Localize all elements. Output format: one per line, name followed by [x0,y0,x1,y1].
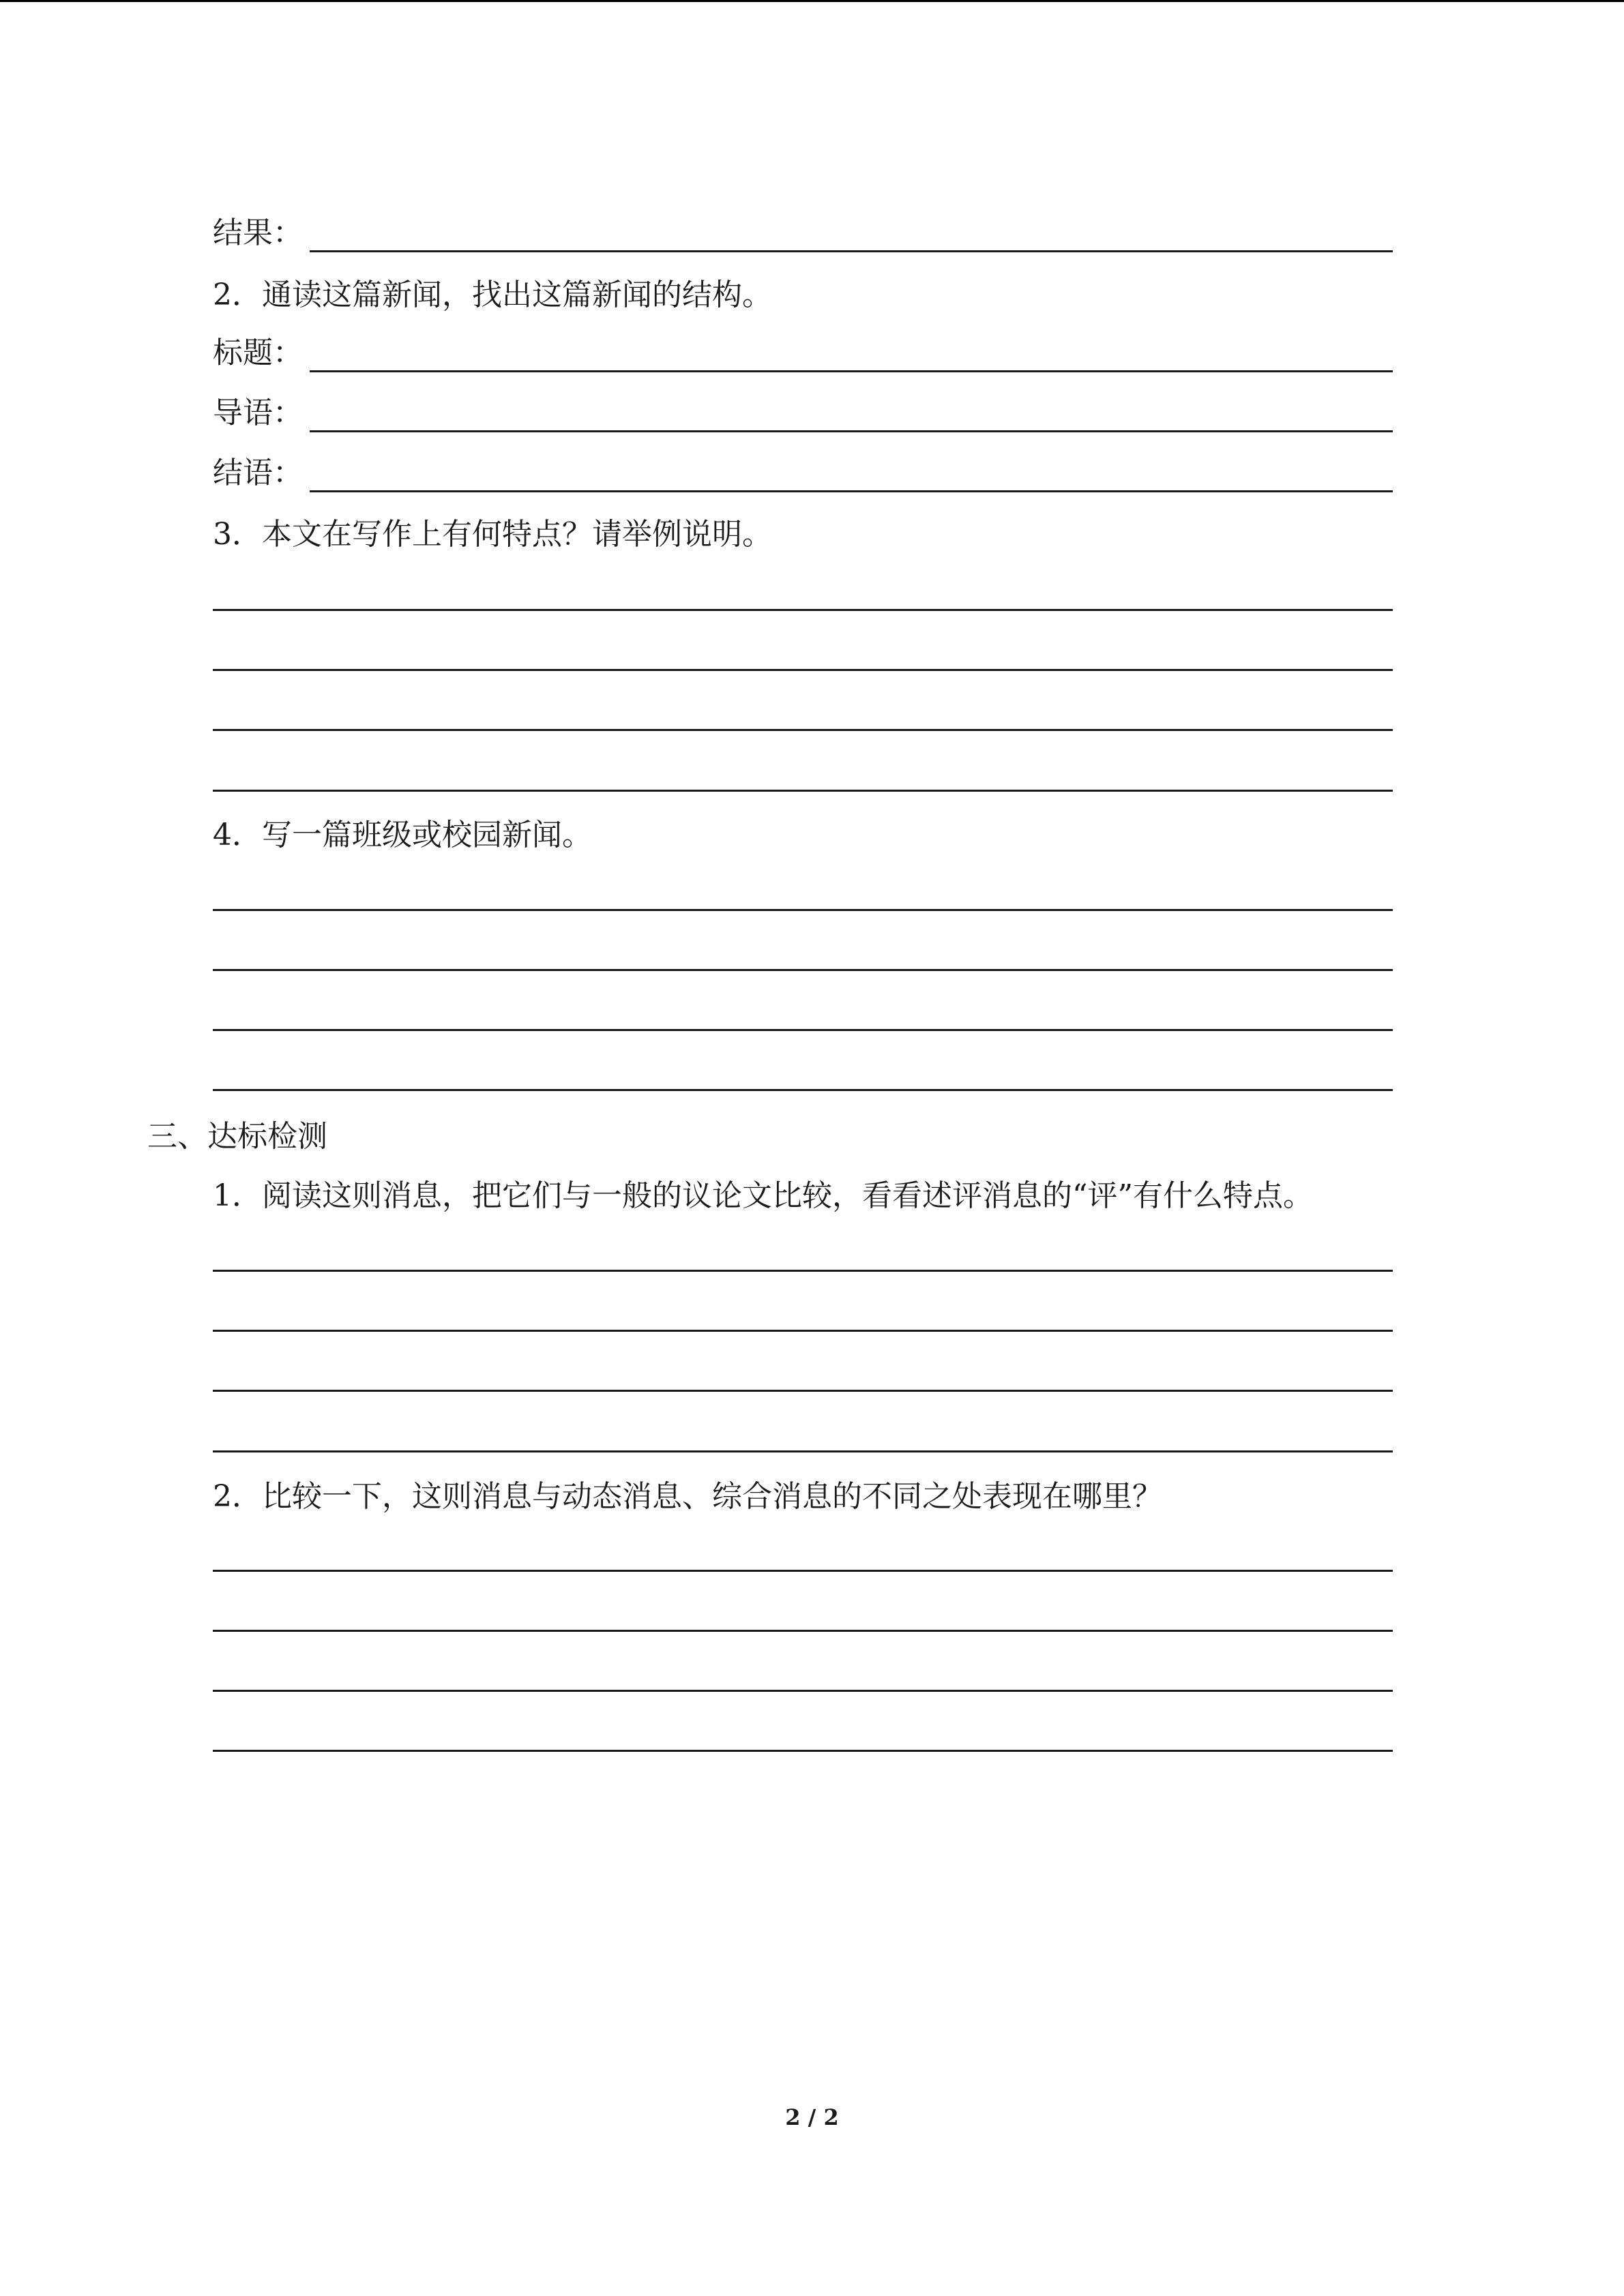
conclusion-row [213,451,1393,492]
lead-label: 导语： [213,396,303,430]
conclusion-answer-line[interactable] [310,490,1393,492]
lead-row [213,391,1393,432]
title-row [213,331,1393,372]
answer-line[interactable] [213,609,1393,611]
answer-line[interactable] [213,1690,1393,1692]
answer-line[interactable] [213,1089,1393,1091]
title-answer-line[interactable] [310,370,1393,372]
result-answer-line[interactable] [310,250,1393,252]
question-2-structure: 2．通读这篇新闻，找出这篇新闻的结构。 [213,278,772,312]
answer-line[interactable] [213,1390,1393,1392]
result-label: 结果： [213,215,303,250]
question-3-features: 3．本文在写作上有何特点？请举例说明。 [213,517,772,552]
answer-line[interactable] [213,669,1393,671]
section-3-question-2: 2．比较一下，这则消息与动态消息、综合消息的不同之处表现在哪里？ [213,1479,1162,1514]
answer-line[interactable] [213,1750,1393,1752]
conclusion-label: 结语： [213,456,303,490]
answer-line[interactable] [213,1450,1393,1452]
answer-line[interactable] [213,909,1393,911]
answer-line[interactable] [213,969,1393,971]
section-3-heading: 三、达标检测 [147,1119,327,1154]
answer-line[interactable] [213,1270,1393,1272]
title-label: 标题： [213,336,303,370]
answer-line[interactable] [213,1330,1393,1332]
question-4-write-news: 4．写一篇班级或校园新闻。 [213,818,592,852]
section-3-question-1: 1．阅读这则消息，把它们与一般的议论文比较，看看述评消息的“评”有什么特点。 [213,1178,1313,1213]
answer-line[interactable] [213,1029,1393,1031]
answer-line[interactable] [213,1570,1393,1572]
answer-line[interactable] [213,790,1393,792]
lead-answer-line[interactable] [310,430,1393,432]
result-row [213,211,1393,252]
page-number: 2 / 2 [785,2104,839,2130]
answer-line[interactable] [213,1630,1393,1632]
answer-line[interactable] [213,729,1393,731]
